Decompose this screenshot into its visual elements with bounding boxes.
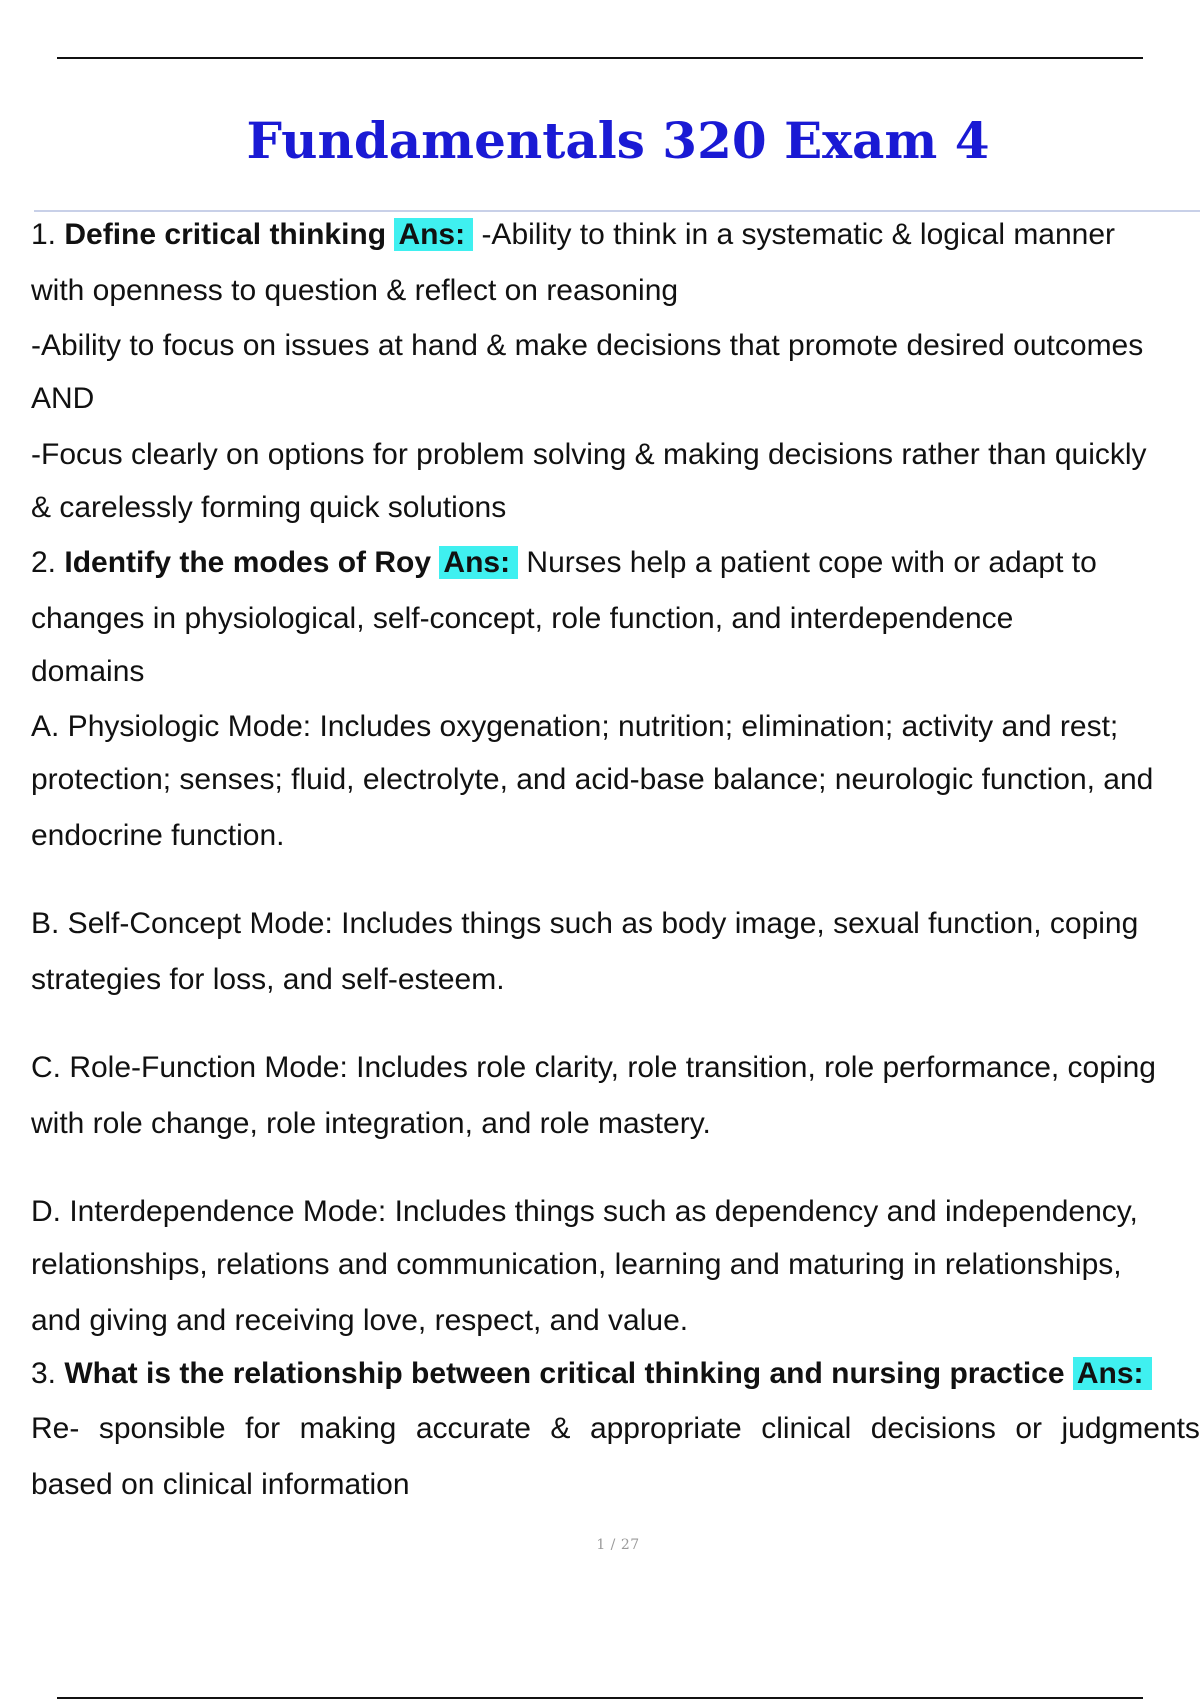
q1-line-5: -Focus clearly on options for problem solving & making decisions rather than quickly [31, 437, 1147, 471]
q2-answer-text: Nurses help a patient cope with or adapt to [518, 546, 1097, 579]
mode-c-line-2: with role change, role integration, and role mastery. [31, 1106, 711, 1140]
mode-b-line-1: B. Self-Concept Mode: Includes things such as body image, sexual function, coping [31, 907, 1139, 940]
mode-a-line-1: A. Physiologic Mode: Includes oxygenation; nutrition; elimination; activity and rest; [31, 710, 1119, 743]
document-title: Fundamentals 320 Exam 4 [246, 111, 990, 170]
mode-a-line-2: protection; senses; fluid, electrolyte, and acid-base balance; neurologic function, and [31, 763, 1154, 796]
q2-number: 2. [31, 546, 65, 579]
q1-line-6: & carelessly forming quick solutions [31, 490, 507, 524]
paragraph-gap [31, 863, 1200, 896]
q3-word: making [299, 1412, 397, 1445]
bottom-rule [57, 1697, 1143, 1699]
q2-question: Identify the modes of Roy [64, 546, 432, 579]
q1-answer-label: Ans: [394, 218, 473, 251]
mode-d-line-2: relationships, relations and communication, learning and maturing in relationships, [31, 1248, 1122, 1281]
q2-line-3: domains [31, 654, 145, 688]
q1-number: 1. [31, 218, 65, 251]
mode-c-line-1: C. Role-Function Mode: Includes role clarity, role transition, role performance, coping [31, 1051, 1156, 1084]
q1-line-3: -Ability to focus on issues at hand & make decisions that promote desired outcomes [31, 329, 1144, 362]
q3-word: accurate [415, 1412, 531, 1445]
mode-b-line-2: strategies for loss, and self-esteem. [31, 962, 505, 996]
q3-line-3: based on clinical information [31, 1467, 410, 1501]
q3-word: judgments [1061, 1412, 1200, 1445]
q1-line-1 [31, 207, 1200, 263]
page-number: 1 / 27 [596, 1537, 640, 1553]
top-rule [57, 57, 1143, 59]
q2-answer-label: Ans: [439, 546, 518, 579]
q3-word: Re- [31, 1412, 80, 1445]
q2-line-2: changes in physiological, self-concept, role function, and interdependence [31, 601, 1014, 635]
q3-word: sponsible [98, 1412, 226, 1445]
paragraph-gap [31, 1007, 1200, 1040]
q3-word: clinical [761, 1412, 852, 1445]
mode-d-line-1: D. Interdependence Mode: Includes things such as dependency and independency, [31, 1195, 1138, 1228]
q3-word: & [550, 1412, 571, 1445]
q3-number: 3. [31, 1356, 65, 1390]
q3-word: for [245, 1412, 281, 1445]
q3-word: or [1015, 1412, 1043, 1445]
q3-word: appropriate [589, 1412, 742, 1445]
q3-answer-label: Ans: [1073, 1357, 1152, 1390]
q3-word: decisions [870, 1412, 996, 1445]
q2-line-1 [31, 535, 1200, 591]
q1-line-2: with openness to question & reflect on reasoning [31, 273, 679, 307]
q1-question: Define critical thinking [64, 218, 387, 251]
document-body [31, 207, 1200, 1512]
paragraph-gap [31, 1151, 1200, 1184]
q3-question: What is the relationship between critical thinking and nursing practice [64, 1356, 1065, 1390]
mode-d-line-3: and giving and receiving love, respect, and value. [31, 1303, 689, 1337]
q3-line-1 [31, 1346, 1200, 1402]
q1-answer-text: -Ability to think in a systematic & logical manner [473, 218, 1116, 251]
mode-a-line-3: endocrine function. [31, 818, 285, 852]
q3-line-2 [31, 1401, 1200, 1457]
q1-line-4: AND [31, 382, 95, 415]
